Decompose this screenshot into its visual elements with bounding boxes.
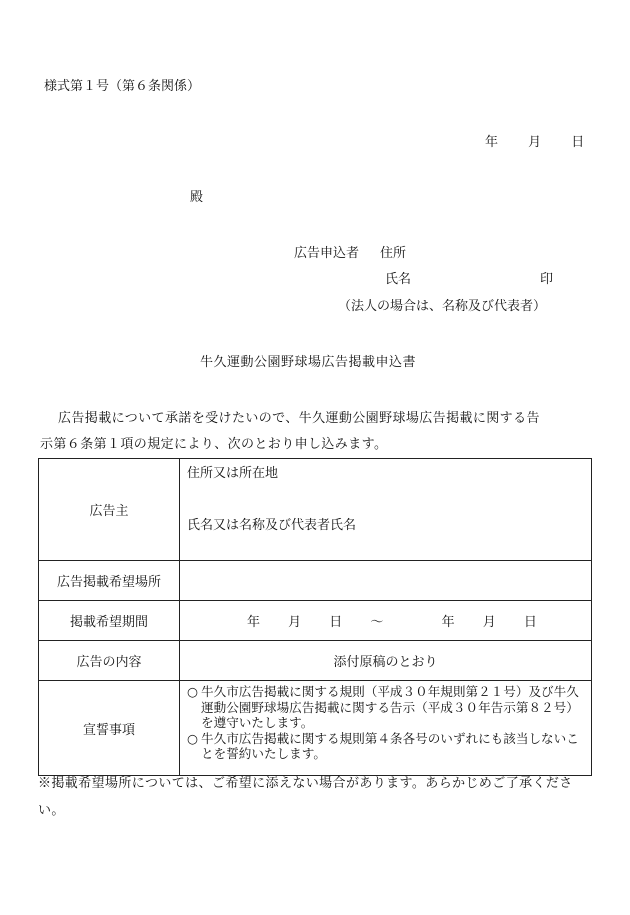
circle-bullet-icon: ○ (187, 730, 198, 746)
pledge-item-1 (187, 684, 585, 731)
period-to: 年 月 日 (441, 615, 537, 630)
intro-paragraph (40, 406, 595, 458)
advertiser-name-field: 氏名又は名称及び代表者氏名 (187, 518, 357, 533)
location-row (39, 561, 592, 601)
addressee-honorific: 殿 (190, 190, 204, 205)
advertiser-input-cell[interactable] (180, 459, 592, 561)
applicant-label: 広告申込者 (294, 246, 360, 261)
application-table (38, 458, 592, 776)
corporation-note: （法人の場合は、名称及び代表者） (338, 299, 547, 314)
applicant-name-label: 氏名 (385, 272, 412, 287)
applicant-address-label: 住所 (380, 246, 407, 261)
seal-mark: 印 (540, 272, 554, 287)
pledge-item-2 (187, 731, 585, 762)
pledge-cell (180, 681, 592, 776)
advertiser-row (39, 459, 592, 561)
location-label: 広告掲載希望場所 (39, 561, 180, 601)
advertiser-address-field: 住所又は所在地 (187, 466, 279, 481)
document-title: 牛久運動公園野球場広告掲載申込書 (200, 355, 417, 370)
pledge-row (39, 681, 592, 776)
period-tilde: ～ (370, 615, 384, 630)
period-label: 掲載希望期間 (39, 601, 180, 641)
intro-line-2: 示第６条第１項の規定により、次のとおり申し込みます。 (40, 437, 388, 452)
content-row (39, 641, 592, 681)
pledge-item-1-text: 牛久市広告掲載に関する規則（平成３０年規則第２１号）及び牛久運動公園野球場広告掲載に関する告示（平成３０年告示第８２号）を遵守いたします。 (201, 684, 579, 730)
period-input-cell[interactable] (180, 601, 592, 641)
form-number: 様式第１号（第６条関係） (44, 79, 201, 94)
advertiser-label: 広告主 (39, 459, 180, 561)
circle-bullet-icon: ○ (187, 684, 198, 699)
location-input-cell[interactable] (180, 561, 592, 601)
period-row (39, 601, 592, 641)
footnote: ※掲載希望場所については、ご希望に添えない場合があります。あらかじめご了承ください。 (38, 776, 573, 818)
pledge-label: 宣誓事項 (39, 681, 180, 776)
content-label: 広告の内容 (39, 641, 180, 681)
date-line: 年 月 日 (485, 135, 585, 150)
pledge-item-2-text: 牛久市広告掲載に関する規則第４条各号のいずれにも該当しないことを誓約いたします。 (201, 730, 579, 761)
intro-line-1: 広告掲載について承諾を受けたいので、牛久運動公園野球場広告掲載に関する告 (58, 411, 540, 426)
period-from: 年 月 日 (247, 615, 343, 630)
content-value: 添付原稿のとおり (180, 641, 592, 681)
